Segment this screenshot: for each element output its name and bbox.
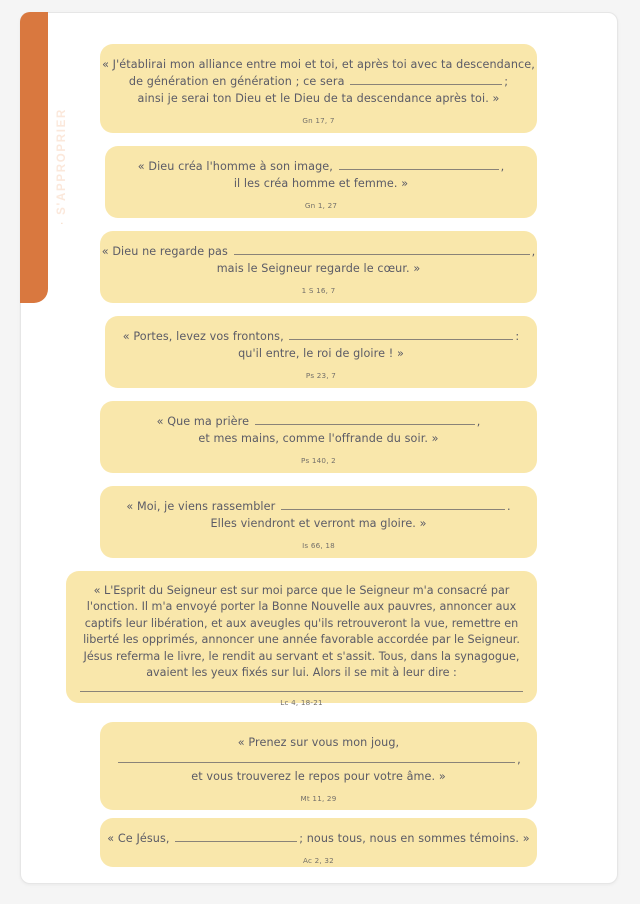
- quote-text-segment: ;: [504, 75, 509, 88]
- answer-blank[interactable]: [234, 243, 530, 255]
- quote-text: [100, 486, 537, 550]
- quote-text-segment: « Ce Jésus,: [107, 832, 174, 845]
- quote-text-segment: « J'établirai mon alliance entre moi et toi, et après toi avec ta descendance,: [102, 58, 535, 71]
- quote-text-segment: .: [506, 500, 511, 513]
- quote-text-segment: et mes mains, comme l'offrande du soir. »: [198, 432, 439, 445]
- quote-text: [66, 571, 537, 707]
- answer-blank[interactable]: [281, 498, 505, 510]
- quote-text-segment: :: [515, 330, 520, 343]
- quote-card: [66, 571, 537, 708]
- quote-text-segment: « Que ma prière: [156, 415, 253, 428]
- quote-text-segment: ,: [476, 415, 481, 428]
- quote-card: [100, 44, 537, 133]
- quote-text: [105, 146, 537, 210]
- quote-line: [100, 73, 537, 90]
- quote-text-segment: ainsi je serai ton Dieu et le Dieu de ta descendance après toi. »: [137, 92, 500, 105]
- quote-text: [100, 401, 537, 465]
- quote-card: [100, 722, 537, 810]
- quote-line: [100, 243, 537, 260]
- answer-blank[interactable]: [339, 158, 499, 170]
- quote-line: [100, 498, 537, 515]
- answer-blank[interactable]: [255, 413, 475, 425]
- answer-blank-line[interactable]: [80, 690, 523, 692]
- scripture-reference: Ps 140, 2: [301, 456, 336, 465]
- step-tab-title: S'APPROPRIER: [56, 107, 68, 215]
- quote-text: [100, 818, 537, 865]
- scripture-reference: Gn 1, 27: [304, 201, 338, 210]
- answer-blank-line[interactable]: [118, 751, 515, 763]
- quote-text-segment: « Dieu ne regarde pas: [101, 245, 232, 258]
- answer-blank[interactable]: [350, 73, 502, 85]
- quote-text-segment: « Dieu créa l'homme à son image,: [137, 160, 337, 173]
- quote-line: [100, 260, 537, 277]
- quote-line: [100, 830, 537, 847]
- quote-text-segment: ,: [531, 245, 536, 258]
- quote-card: [100, 818, 537, 867]
- answer-blank[interactable]: [175, 830, 297, 842]
- scripture-reference: Mt 11, 29: [300, 794, 337, 803]
- scripture-reference: Lc 4, 18-21: [280, 698, 323, 708]
- quote-line: [100, 768, 537, 785]
- quote-text-segment: « Portes, levez vos frontons,: [122, 330, 288, 343]
- quote-line: [100, 56, 537, 73]
- quote-text-segment: et vous trouverez le repos pour votre âme. »: [191, 770, 446, 783]
- quote-text-segment: qu'il entre, le roi de gloire ! »: [238, 347, 404, 360]
- quote-text: [100, 722, 537, 803]
- quote-text-segment: ,: [517, 753, 521, 766]
- quote-line: [105, 328, 537, 345]
- quote-line: [105, 175, 537, 192]
- scripture-reference: Ps 23, 7: [305, 371, 337, 380]
- quote-text: [100, 231, 537, 295]
- answer-blank[interactable]: [289, 328, 513, 340]
- quote-text-segment: « Prenez sur vous mon joug,: [237, 736, 400, 749]
- scripture-reference: Is 66, 18: [302, 541, 335, 550]
- quote-card: [105, 146, 537, 218]
- quote-text: [100, 44, 537, 125]
- quote-line: [100, 751, 537, 768]
- quote-text: [105, 316, 537, 380]
- quote-text-segment: mais le Seigneur regarde le cœur. »: [216, 262, 421, 275]
- quote-text-segment: il les créa homme et femme. »: [233, 177, 409, 190]
- quote-line: [100, 430, 537, 447]
- scripture-reference: 1 S 16, 7: [301, 286, 336, 295]
- quote-text-segment: ; nous tous, nous en sommes témoins. »: [299, 832, 530, 845]
- step-tab-step: ÉTAPE 1: [56, 230, 68, 289]
- quote-line: [105, 345, 537, 362]
- quote-text-segment: ,: [500, 160, 505, 173]
- quote-card: [100, 231, 537, 303]
- quote-card: [100, 486, 537, 558]
- quote-line: [105, 158, 537, 175]
- quote-text-segment: Elles viendront et verront ma gloire. »: [210, 517, 427, 530]
- quote-text-segment: de génération en génération ; ce sera: [128, 75, 349, 88]
- quote-card: [105, 316, 537, 388]
- scripture-reference: Gn 17, 7: [302, 116, 335, 125]
- quote-line: [100, 413, 537, 430]
- scripture-reference: Ac 2, 32: [303, 856, 334, 865]
- quote-text-segment: « Moi, je viens rassembler: [126, 500, 279, 513]
- step-tab-separator: ·: [56, 219, 68, 226]
- quote-line: [100, 90, 537, 107]
- quote-card: [100, 401, 537, 473]
- quote-line: [100, 515, 537, 532]
- quote-line: [100, 734, 537, 751]
- quote-paragraph: « L'Esprit du Seigneur est sur moi parce que le Seigneur m'a consacré par l'onction. Il m'a envoyé porter la Bonne Nouvelle aux pauvres, annoncer aux captifs leur libération, et aux aveugles qu'ils retrouveront la vue, remettre en liberté les opprimés, annoncer une année favorable accordée par le Seigneur. Jésus referma le livre, le rendit au servant et s'assit. Tous, dans la synagogue, avaient les yeux fixés sur lui. Alors il se mit à leur dire :: [83, 584, 520, 680]
